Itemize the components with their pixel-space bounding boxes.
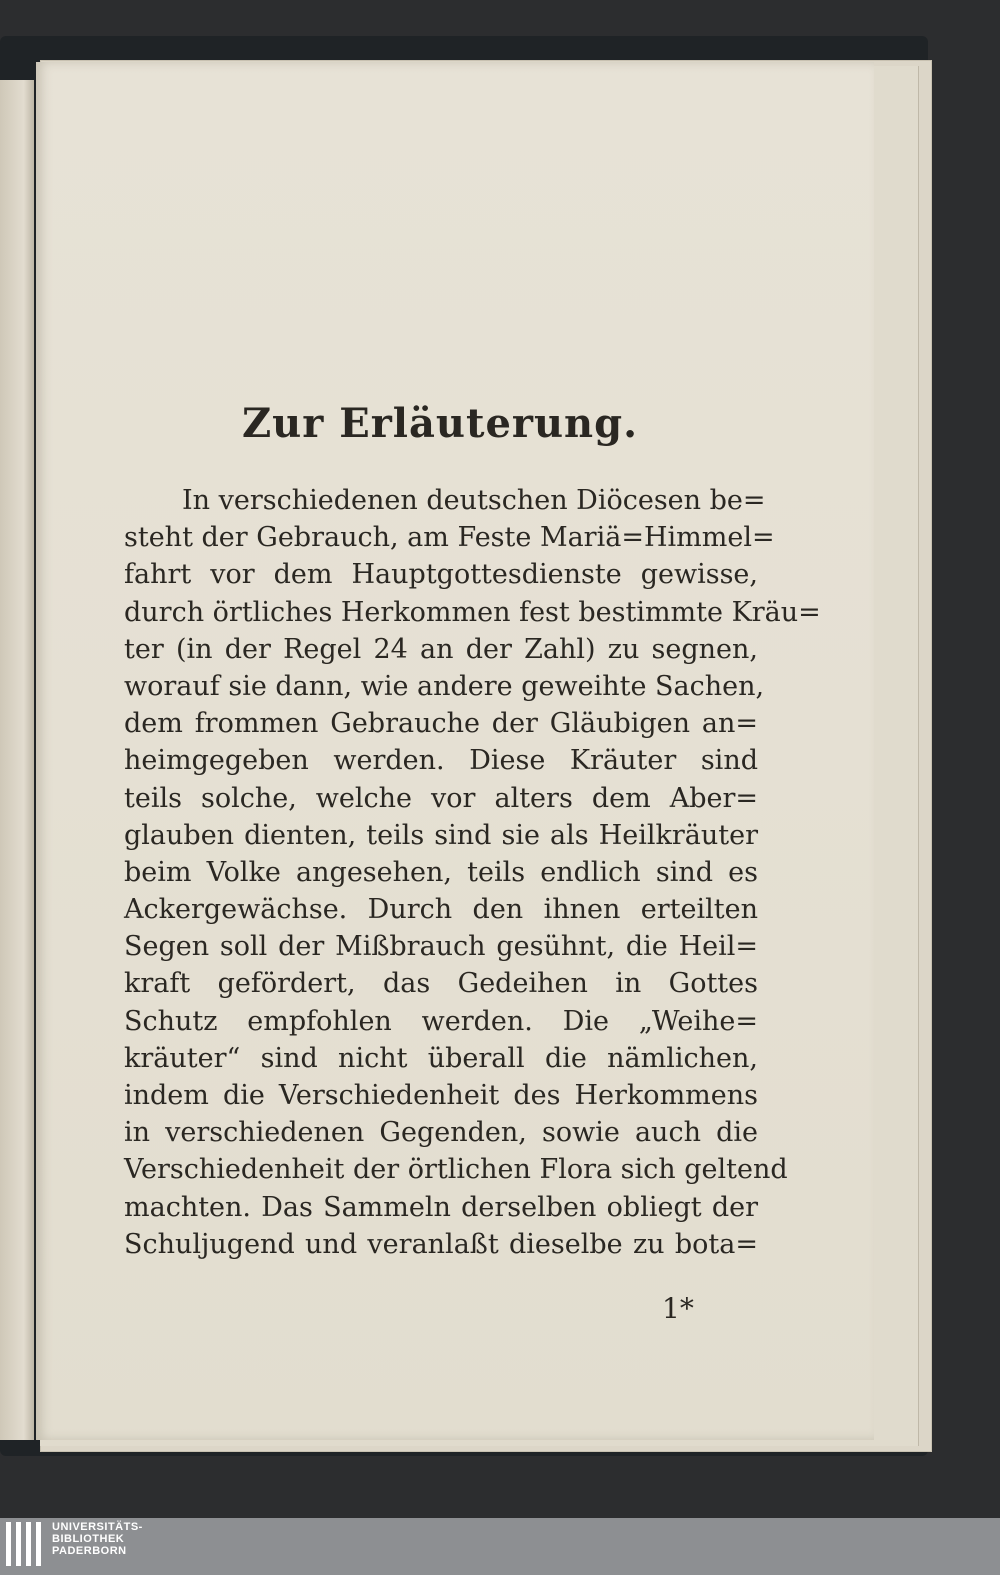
text-line: Verschiedenheit der örtlichen Flora sich geltend — [124, 1154, 788, 1186]
library-logo-icon — [4, 1522, 48, 1570]
text-line: Ackergewächse. Durch den ihnen erteilten — [124, 894, 758, 926]
body-text — [124, 482, 821, 1263]
logo-line: BIBLIOTHEK — [52, 1533, 125, 1545]
text-line: kräuter“ sind nicht überall die nämlichen, — [124, 1042, 758, 1074]
logo-line: PADERBORN — [52, 1545, 127, 1557]
text-line: worauf sie dann, wie andere geweihte Sachen, — [124, 670, 765, 702]
facing-page-edge — [0, 80, 34, 1440]
logo-line: UNIVERSITÄTS- — [52, 1521, 143, 1533]
page-title: Zur Erläuterung. — [241, 400, 639, 447]
text-line: Schuljugend und veranlaßt dieselbe zu bota= — [124, 1228, 758, 1260]
text-line: ter (in der Regel 24 an der Zahl) zu segnen, — [124, 633, 758, 665]
text-line: heimgegeben werden. Diese Kräuter sind — [124, 745, 758, 777]
text-line: durch örtliches Herkommen fest bestimmte Kräu= — [124, 596, 821, 628]
text-line: In verschiedenen deutschen Diöcesen be= — [182, 485, 766, 516]
text-line: Segen soll der Mißbrauch gesühnt, die Heil= — [124, 931, 758, 963]
text-line: teils solche, welche vor alters dem Aber= — [124, 782, 758, 814]
text-line: steht der Gebrauch, am Feste Mariä=Himmel= — [124, 522, 775, 554]
text-line: beim Volke angesehen, teils endlich sind es — [124, 856, 758, 888]
library-footer — [0, 1518, 1000, 1575]
text-line: indem die Verschiedenheit des Herkommens — [124, 1080, 758, 1111]
text-line: in verschiedenen Gegenden, sowie auch die — [124, 1117, 758, 1149]
text-line: dem frommen Gebrauche der Gläubigen an= — [124, 708, 758, 740]
text-line: fahrt vor dem Hauptgottesdienste gewisse, — [124, 559, 758, 591]
text-line: kraft gefördert, das Gedeihen in Gottes — [124, 968, 758, 1000]
library-logo-text — [52, 1521, 143, 1557]
text-line: glauben dienten, teils sind sie als Heilkräuter — [124, 819, 758, 851]
text-line: Schutz empfohlen werden. Die „Weihe= — [124, 1005, 758, 1037]
page-number: 1* — [662, 1292, 694, 1325]
text-line: machten. Das Sammeln derselben obliegt der — [124, 1191, 758, 1223]
